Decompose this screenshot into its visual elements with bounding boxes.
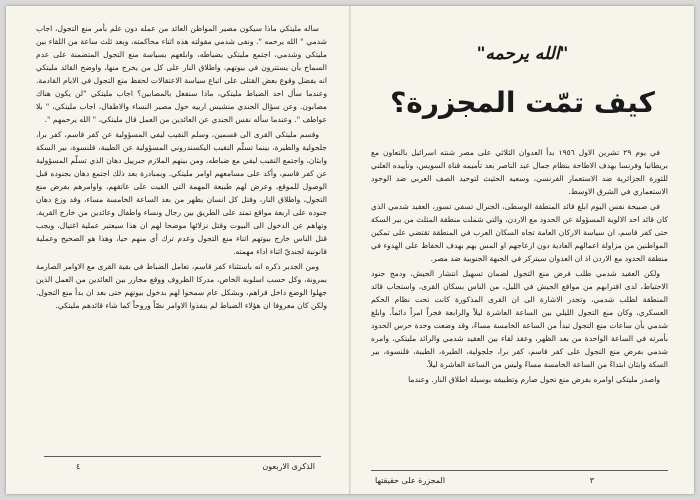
right-paragraph: ولكن العقيد شدمي طلب فرض منع التجول لضمان تسهيل انتشار الجيش، ودمج جنود الاحتياط، لدى اقترابهم من مواقع الجيش في الليل، من الناس بسكان القرى، واستجاب قائد المنطقة لطلب شدمي، وتجدر الاشارة الى ان القرى المذكورة كانت تحت نظام الحكم العسكري، وكان منع التجول الليلي بين الساعة العاشرة ليلاً والرابعة فجراً امراً دائماً. وابلغ شدمي بأن ساعات منع التجول تبدأ من الساعة الخامسة مساءً، وقد وضعت وحدة حرس الحدود بأمرته في الساعة الواحدة من بعد الظهر، وعقد لقاء بين العقيد شدمي والرائد مليتكي، وامره شدمي بفرض منع التجول على كفر قاسم، كفر برا، جلجولية، الطيرة، الطيبة، قلنسوة، بير السكة وابثان ابتداءً من الساعة الخامسة مساءً وليس من الساعة العاشرة ليلاً. — [371, 269, 668, 369]
left-page-body — [36, 22, 327, 422]
chapter-subtitle: "الله يرحمه" — [476, 44, 569, 64]
left-page — [6, 6, 349, 494]
book-spread — [6, 6, 694, 494]
right-page-number: ٣ — [589, 476, 594, 485]
right-paragraph: واصدر مليتكي اوامره بفرض منع تجول صارم وتطبيقه بوسيلة اطلاق النار. وعندما — [408, 375, 660, 384]
right-page-body — [371, 146, 668, 464]
left-footer-title: الذكرى الاربعون — [262, 462, 315, 471]
left-paragraph: ومن الجدير ذكره انه باستثناء كفر قاسم، تعامل الضباط في بقية القرى مع الاوامر الصارمة بمرونة، وكل حسب اسلوبه الخاص، مدركا الظروف ووقع مجازر بين العائدين من العمل الذين جهلوا الوضع داخل قراهم، وبشكل عام سمحوا لهم بدخول بيوتهم حتى بعد ان بدأ منع التجول. ولكن كان معروفا ان هؤلاء الضباط لم ينفذوا الاوامر نصّاً وروحاً كما شاء قائدهم مليتكي. — [36, 262, 327, 310]
chapter-title: كيف تمّت المجزرة؟ — [390, 86, 655, 119]
left-paragraph: ساله مليتكي ماذا سيكون مصير المواطن العائد من عمله دون علم بأمر منع التجول، اجاب شدمي " الله يرحمه ". ونفى شدمي مقولته هذه اثناء محاكمته، وبعد ثلث ساعة من اللقاء بين مليتكي وشدمي، اجتمع مليتكي بضباطه، وابلغهم بسياسة منع التجول المتضمنة على عدم السماح بأن يستترون في بيوتهم، واطلاق النار على كل من يخرج منها، واوضح القائد مليتكي انه يفضل وقوع بعض القتلى على اتباع سياسة الاعتقالات لحفظ منع التجول في الايام القادمة. وعندما سأل احد الضباط مليتكي، ماذا سنفعل بالمصابين؟ اجاب مليتكي "لن يكون هناك مصابون. وعن سؤال الجندي منشيس ارييه حول مصير النساء والاطفال، اجاب مليتكي، " بلا عواطف ". وعندما سأله نفس الجندي عن العائدين من العمل قال مليتكي، " الله يرحمهم ". — [36, 24, 327, 124]
left-footer-rule — [44, 456, 321, 457]
right-paragraph: في يوم ٢٩ تشرين الاول ١٩٥٦ بدأ العدوان الثلاثي على مصر شنته اسرائيل بالتعاون مع بريطانيا وفرنسا بهدف الاطاحة بنظام جمال عبد الناصر بعد تأميمه قناة السويس، وتأييده العلني للثورة الجزائرية ضد الاستعمار الفرنسي، وسعيه الحثيث لتوحيد الصف العربي ضد الوجود الاستعماري في الشرق الاوسط. — [371, 148, 668, 196]
right-footer-rule — [371, 470, 668, 471]
right-page — [351, 6, 694, 494]
right-paragraph: في صبيحة نفس اليوم ابلغ قائد المنطقة الوسطى، الجنرال تسفي تسور، العقيد شدمي الذي كان قائد احد الالوية المسؤولة عن الحدود مع الاردن، والتي شملت منطقة المثلث من بير السكة حتى كفر قاسم، ان سياسة الاركان العامة تجاه السكان العرب في المنطقة تقتضي على تمكين المواطنين من مزاولة اعمالهم العادية دون ازعاجهم او المس بهم بهدف الحفاظ على الهدوء في منطقة الحدود مع الاردن اذ ان العدوان سيتركز في الجبهة الجنوبية ضد مصر. — [371, 202, 668, 263]
right-footer-title: المجزرة على حقيقتها — [375, 476, 446, 485]
left-paragraph: وقسم مليتكي القرى الى قسمين، وسلم النقيب ليفي المسؤولية عن كفر قاسم، كفر برا، جلجولية والطيرة، بينما تسلّم النقيب اليكسندروني المسؤولية عن الطيبة، قلنسوة، بير السكة وابثان، واجتمع النقيب ليفي مع ضباطه، ومن بينهم الملازم جبرييل دهان الذي تسلّم المسؤولية عن كفر قاسم، وأكد على مسامعهم اوامر مليتكي. وبمبادرة بعد ذلك اجتمع دهان بجنوده قبل الوصول للموقع، وعرض لهم طبيعة المهمة التي القيت على عاتقهم، واوامرهم بفرض منع التجول، واطلاق النار، وقتل كل انسان يظهر من بعد الساعة الخامسة مساء، وقد وزع دهان جنوده على اربعة مواقع تمتد على الطريق بين رجال ونساء واطفال وعائدين من خارج القرية. وتهاهم عن الدخول الى البيوت وقتل نزلائها موضحا لهم ان هذا سيعتبر عملية اغتيال، ويجب قتل الناس خارج بيوتهم اثناء منع التجول وعدم ترك أي منهم حيا، وهذا هو الصحيح وعملية قانونية لجنديّ اثناء اداء مهمته. — [36, 130, 327, 256]
left-page-number: ٤ — [76, 462, 81, 471]
